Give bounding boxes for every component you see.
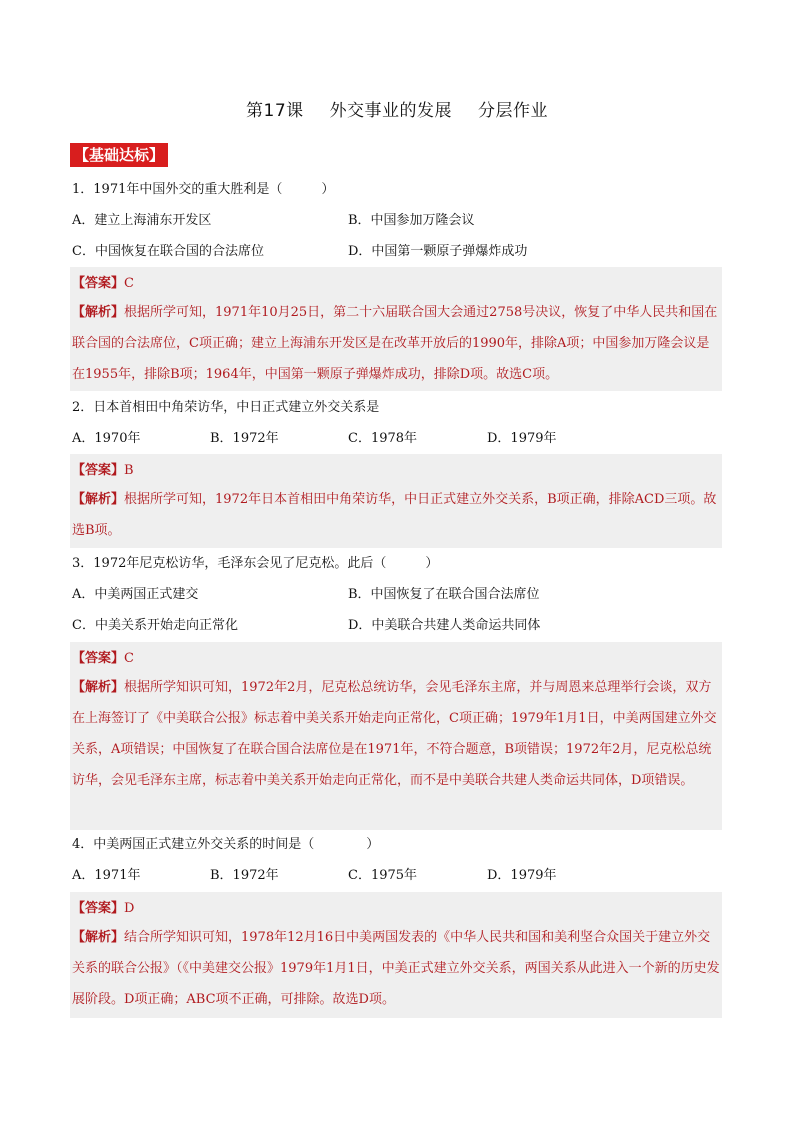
q3-option-b: B．中国恢复了在联合国合法席位	[348, 587, 540, 602]
q3-answer-block	[70, 642, 722, 830]
q2-option-a: A．1970年	[72, 431, 141, 446]
q1-answer-line	[70, 267, 722, 297]
question-4-stem: 4．中美两国正式建立外交关系的时间是（ ）	[72, 837, 380, 852]
answer-tag: 【答案】	[72, 901, 125, 916]
analysis-tag: 【解析】	[72, 305, 125, 320]
q3-option-c: C．中美关系开始走向正常化	[72, 618, 238, 633]
q1-answer-block	[70, 267, 722, 391]
q3-answer: C	[124, 651, 134, 666]
q4-analysis-text	[70, 922, 722, 1015]
q1-option-b: B．中国参加万隆会议	[348, 213, 475, 228]
q1-answer: C	[124, 276, 134, 291]
q1-option-d: D．中国第一颗原子弹爆炸成功	[348, 244, 528, 259]
lesson-number: 第17课	[246, 101, 304, 121]
q4-answer-block	[70, 892, 722, 1018]
q4-answer-line	[70, 892, 722, 922]
q3-option-d: D．中美联合共建人类命运共同体	[348, 618, 541, 633]
analysis-tag: 【解析】	[72, 930, 125, 945]
q4-option-b: B．1972年	[210, 868, 279, 883]
q3-analysis: 根据所学知识可知，1972年2月，尼克松总统访华，会见毛泽东主席，并与周恩来总理举行会谈，双方在上海签订了《中美联合公报》标志着中美关系开始走向正常化，C项正确；1979年1月1日，中美两国建立外交关系，A项错误；中国恢复了在联合国合法席位是在1971年，不符合题意，B项错误；1972年2月，尼克松总统访华，会见毛泽东主席，标志着中美关系开始走向正常化，而不是中美联合共建人类命运共同体，D项错误。	[72, 680, 717, 788]
q1-analysis: 根据所学可知，1971年10月25日，第二十六届联合国大会通过2758号决议，恢复了中华人民共和国在联合国的合法席位，C项正确；建立上海浦东开发区是在改革开放后的1990年，排除A项；中国参加万隆会议是在1955年，排除B项；1964年，中国第一颗原子弹爆炸成功，排除D项。故选C项。	[72, 305, 718, 382]
answer-tag: 【答案】	[72, 276, 125, 291]
lesson-topic: 外交事业的发展	[329, 101, 453, 121]
analysis-tag: 【解析】	[72, 492, 125, 507]
question-1-stem: 1．1971年中国外交的重大胜利是（ ）	[72, 182, 335, 197]
q1-analysis-text	[70, 297, 722, 390]
q2-option-c: C．1978年	[348, 431, 418, 446]
question-2-stem: 2．日本首相田中角荣访华，中日正式建立外交关系是	[72, 400, 380, 415]
q2-answer-block	[70, 454, 722, 548]
q4-analysis: 结合所学知识可知，1978年12月16日中美两国发表的《中华人民共和国和美利坚合众国关于建立外交关系的联合公报》（《中美建交公报》1979年1月1日，中美正式建立外交关系，两国关系从此进入一个新的历史发展阶段。D项正确；ABC项不正确，可排除。故选D项。	[72, 930, 720, 1007]
q1-option-c: C．中国恢复在联合国的合法席位	[72, 244, 264, 259]
page-title	[0, 96, 794, 121]
q4-answer: D	[124, 901, 135, 916]
analysis-tag: 【解析】	[72, 680, 125, 695]
q2-option-b: B．1972年	[210, 431, 279, 446]
question-3-stem: 3．1972年尼克松访华，毛泽东会见了尼克松。此后（ ）	[72, 556, 439, 571]
q4-option-d: D．1979年	[487, 868, 557, 883]
q2-answer-line	[70, 454, 722, 484]
homework-kind: 分层作业	[477, 101, 548, 121]
answer-tag: 【答案】	[72, 463, 125, 478]
q3-option-a: A．中美两国正式建交	[72, 587, 199, 602]
q3-analysis-text	[70, 672, 722, 796]
q4-option-a: A．1971年	[72, 868, 141, 883]
q4-option-c: C．1975年	[348, 868, 418, 883]
section-badge: 【基础达标】	[70, 143, 168, 167]
answer-tag: 【答案】	[72, 651, 125, 666]
q2-analysis-text	[70, 484, 722, 546]
q1-option-a: A．建立上海浦东开发区	[72, 213, 212, 228]
q3-answer-line	[70, 642, 722, 672]
q2-option-d: D．1979年	[487, 431, 557, 446]
q2-answer: B	[124, 463, 134, 478]
q2-analysis: 根据所学可知，1972年日本首相田中角荣访华，中日正式建立外交关系，B项正确，排除ACD三项。故选B项。	[72, 492, 717, 538]
